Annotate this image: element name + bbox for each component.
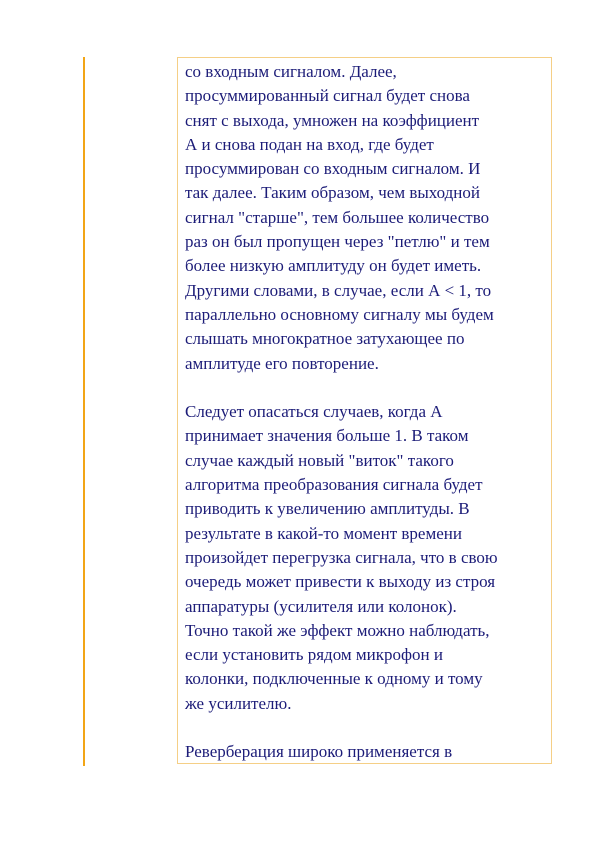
text-line: если установить рядом микрофон и: [185, 645, 443, 665]
text-line: со входным сигналом. Далее,: [185, 62, 397, 81]
text-line: Точно такой же эффект можно наблюдать,: [185, 620, 490, 640]
text-line: случае каждый новый "виток" такого: [185, 450, 454, 470]
text-line: очередь может привести к выходу из строя: [185, 572, 496, 592]
text-line: алгоритма преобразования сигнала будет: [185, 475, 483, 495]
text-body: [185, 60, 551, 789]
text-line: просуммированный сигнал будет снова: [185, 86, 470, 106]
text-line: более низкую амплитуду он будет иметь.: [185, 256, 482, 276]
text-line: раз он был пропущен через "петлю" и тем: [185, 232, 490, 252]
text-line: принимает значения больше 1. В таком: [185, 426, 469, 446]
text-line: Реверберация широко применяется в: [185, 742, 453, 762]
text-line: колонки, подключенные к одному и тому: [185, 669, 483, 689]
text-line: снят с выхода, умножен на коэффициент: [185, 110, 480, 130]
text-line: результате в какой-то момент времени: [185, 523, 462, 543]
paragraph-2: [185, 400, 551, 716]
text-line: Следует опасаться случаев, когда А: [185, 402, 443, 422]
paragraph-1: [185, 60, 551, 376]
text-line: же усилителю.: [185, 693, 292, 713]
text-line: просуммирован со входным сигналом. И: [185, 159, 481, 179]
text-line: приводить к увеличению амплитуды. В: [185, 499, 470, 519]
text-line: так далее. Таким образом, чем выходной: [185, 183, 480, 203]
paragraph-3: [185, 740, 551, 764]
text-line: параллельно основному сигналу мы будем: [185, 304, 494, 324]
text-line: амплитуде его повторение.: [185, 353, 379, 373]
text-line: Другими словами, в случае, если А < 1, то: [185, 280, 492, 300]
margin-rule: [83, 57, 85, 766]
text-line: сигнал "старше", тем большее количество: [185, 207, 490, 227]
text-line: А и снова подан на вход, где будет: [185, 134, 434, 154]
text-line: аппаратуры (усилителя или колонок).: [185, 596, 457, 616]
text-line: слышать многократное затухающее по: [185, 329, 465, 349]
text-line: произойдет перегрузка сигнала, что в свою: [185, 547, 498, 567]
